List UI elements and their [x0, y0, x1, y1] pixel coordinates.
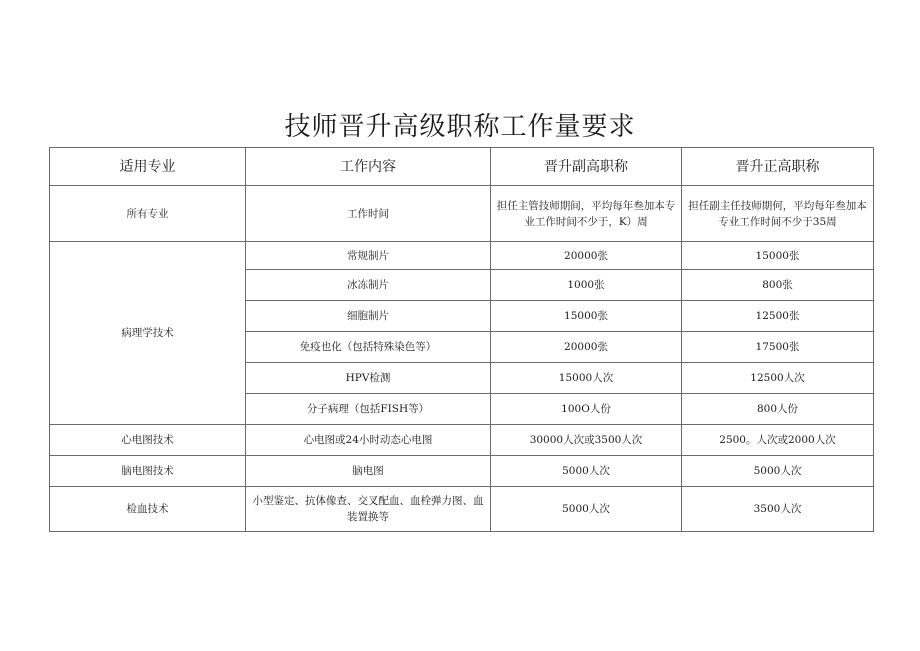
- content-cell: 工作时间: [246, 186, 491, 242]
- workload-table: [49, 147, 874, 532]
- specialty-cell: 所有专业: [50, 186, 246, 242]
- table-row: [50, 186, 874, 242]
- deputy-requirement-cell: 30000人次或3500人次: [491, 425, 682, 456]
- deputy-requirement-cell: 5000人次: [491, 487, 682, 532]
- header-deputy-senior: 晋升副高职称: [491, 148, 682, 186]
- content-cell: 脑电图: [246, 456, 491, 487]
- senior-requirement-cell: 5000人次: [682, 456, 874, 487]
- table-row: [50, 242, 874, 270]
- content-cell: 免疫也化（包括特殊染色等）: [246, 332, 491, 363]
- deputy-requirement-cell: 100O人份: [491, 394, 682, 425]
- senior-requirement-cell: 800张: [682, 270, 874, 301]
- senior-requirement-cell: 2500。人次或2000人次: [682, 425, 874, 456]
- header-full-senior: 晋升正高职称: [682, 148, 874, 186]
- deputy-requirement-cell: 5000人次: [491, 456, 682, 487]
- deputy-requirement-cell: 20000张: [491, 242, 682, 270]
- senior-requirement-cell: 12500张: [682, 301, 874, 332]
- deputy-requirement-cell: 15000人次: [491, 363, 682, 394]
- deputy-requirement-cell: 15000张: [491, 301, 682, 332]
- deputy-requirement-cell: 1000张: [491, 270, 682, 301]
- specialty-cell: 病理学技术: [50, 242, 246, 425]
- content-cell: 常规制片: [246, 242, 491, 270]
- senior-requirement-cell: 3500人次: [682, 487, 874, 532]
- specialty-cell: 脑电图技术: [50, 456, 246, 487]
- header-content: 工作内容: [246, 148, 491, 186]
- page-title: 技师晋升高级职称工作量要求: [284, 112, 636, 142]
- senior-requirement-cell: 800人份: [682, 394, 874, 425]
- deputy-requirement-cell: 担任主管技师期间，平均每年叁加本专业工作时间不少于，K）周: [491, 186, 682, 242]
- content-cell: 小型鉴定、抗体像查、交叉配血、血栓弹力图、血装置换等: [246, 487, 491, 532]
- deputy-requirement-cell: 20000张: [491, 332, 682, 363]
- specialty-cell: 检血技术: [50, 487, 246, 532]
- table-row: [50, 456, 874, 487]
- specialty-cell: 心电图技术: [50, 425, 246, 456]
- table-row: [50, 487, 874, 532]
- senior-requirement-cell: 担任副主任技师期何，平均每年叁加本专业工作时间不少于35周: [682, 186, 874, 242]
- table-header-row: [50, 148, 874, 186]
- content-cell: HPV检测: [246, 363, 491, 394]
- senior-requirement-cell: 17500张: [682, 332, 874, 363]
- senior-requirement-cell: 15000张: [682, 242, 874, 270]
- table-row: [50, 425, 874, 456]
- content-cell: 冰冻制片: [246, 270, 491, 301]
- senior-requirement-cell: 12500人次: [682, 363, 874, 394]
- content-cell: 心电图或24小时动态心电图: [246, 425, 491, 456]
- content-cell: 细胞制片: [246, 301, 491, 332]
- header-specialty: 适用专业: [50, 148, 246, 186]
- content-cell: 分子病理（包括FISH等）: [246, 394, 491, 425]
